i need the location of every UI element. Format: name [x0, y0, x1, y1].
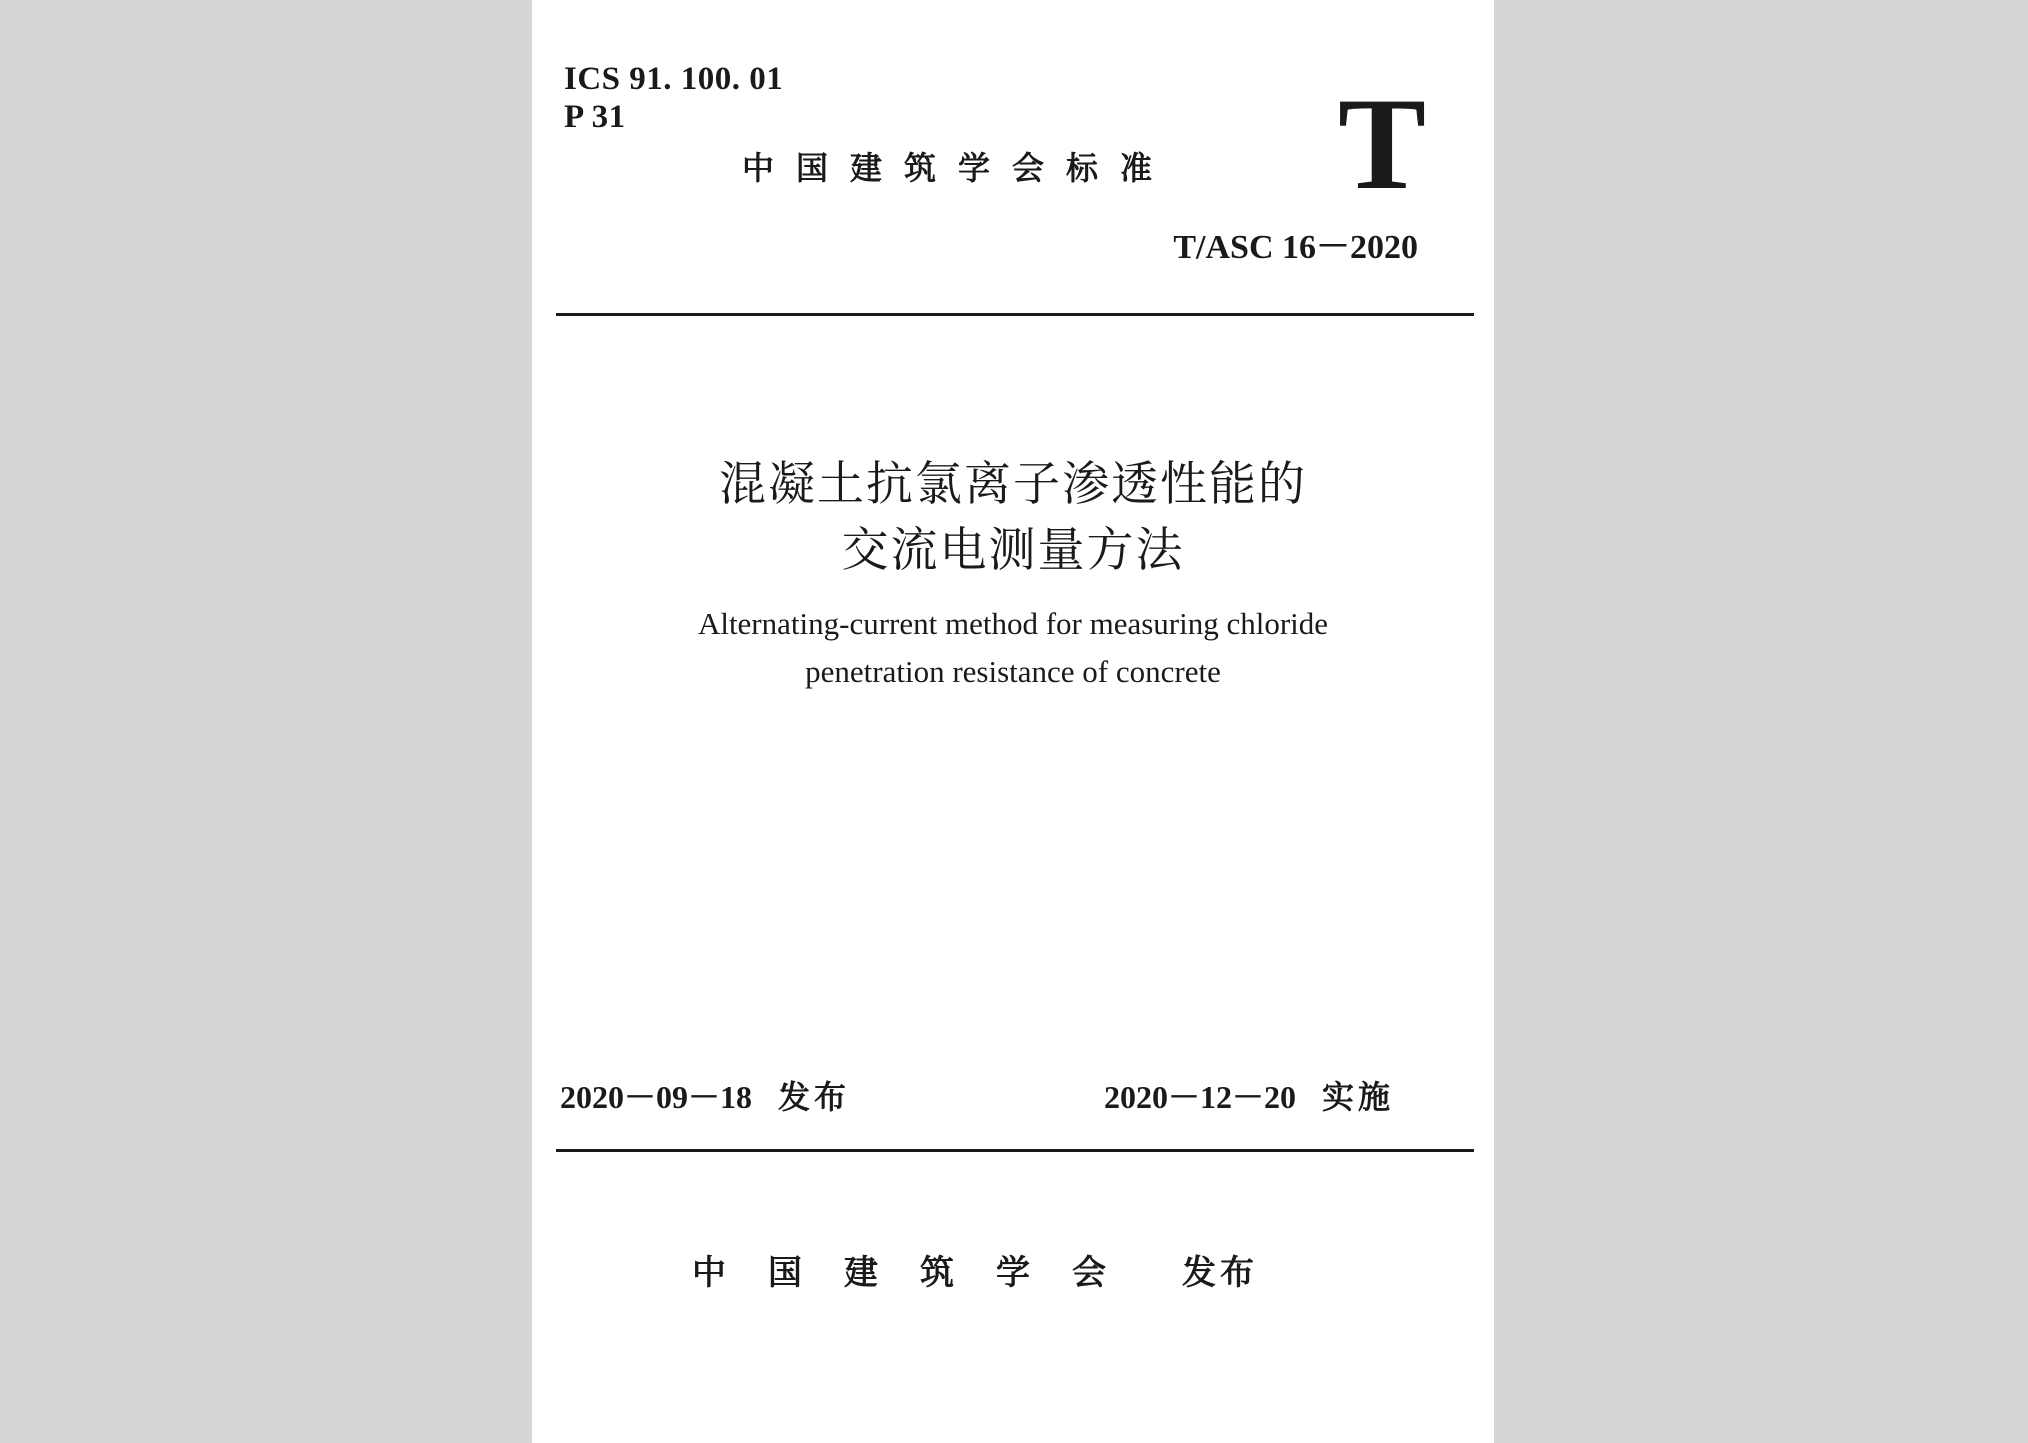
implement-date-block — [1104, 1076, 1394, 1118]
top-divider — [556, 313, 1474, 316]
standard-type-letter: T — [1338, 70, 1427, 217]
issue-date: 2020－09－18 — [560, 1079, 753, 1115]
bottom-divider — [556, 1149, 1474, 1152]
title-zh-line1: 混凝土抗氯离子渗透性能的 — [719, 457, 1307, 512]
title-en-line1: Alternating-current method for measuring chloride — [697, 606, 1329, 641]
implement-label: 实施 — [1322, 1078, 1395, 1116]
standard-class: 中国建筑学会标准 — [742, 149, 1175, 187]
issue-label: 发布 — [778, 1078, 851, 1116]
standard-number: T/ASC 16－2020 — [1173, 229, 1418, 266]
publish-label: 发布 — [1182, 1253, 1258, 1293]
publisher-line — [692, 1252, 1258, 1294]
ccs-code: P 31 — [564, 99, 626, 135]
implement-date: 2020－12－20 — [1104, 1079, 1297, 1115]
cover-page — [532, 0, 1494, 1443]
issue-date-block — [560, 1076, 850, 1118]
title-en-line2: penetration resistance of concrete — [805, 654, 1221, 689]
classification-codes — [564, 60, 783, 136]
title-zh-line2: 交流电测量方法 — [841, 523, 1185, 578]
publisher-name: 中国建筑学会 — [692, 1253, 1148, 1293]
ics-code: ICS 91. 100. 01 — [564, 61, 784, 97]
